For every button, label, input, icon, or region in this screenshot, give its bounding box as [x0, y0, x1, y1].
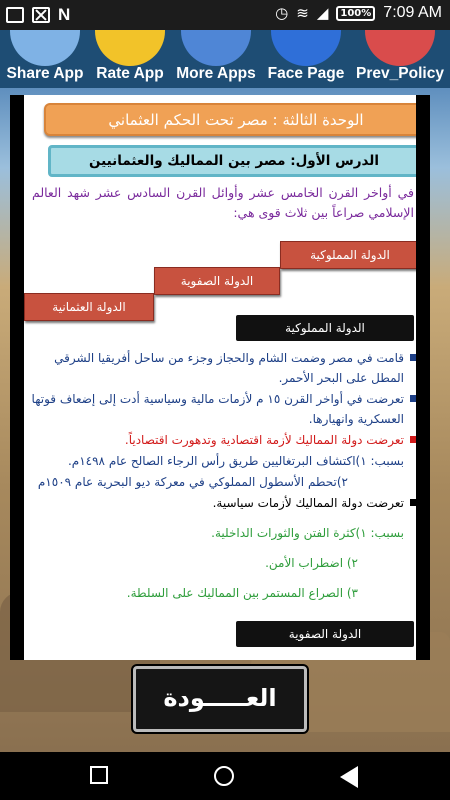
reason-text: ٣) الصراع المستمر بين المماليك على السلطة. [126, 586, 358, 600]
top-app-bar [0, 30, 450, 88]
bullet-icon [410, 436, 417, 443]
signal-icon: ◢ [316, 4, 329, 22]
reason-text: ٢) اضطراب الأمن. [265, 556, 358, 570]
star-rating-icon [95, 30, 165, 66]
mamluk-facts-list [30, 348, 418, 604]
rate-app-button[interactable]: Rate App [90, 30, 170, 88]
square-recents-icon[interactable] [90, 766, 108, 784]
alarm-icon: ◷ [275, 4, 289, 22]
battery-indicator: 100% [336, 6, 375, 21]
system-nav-bar [0, 752, 450, 800]
triangle-back-icon[interactable] [340, 766, 358, 788]
mamluk-state-label: الدولة المملوكية [280, 241, 420, 269]
ottoman-state-label: الدولة العثمانية [24, 293, 154, 321]
list-item: قامت في مصر وضمت الشام والحجاز وجزء من ساحل أفريقيا الشرقي المطل على البحر الأحمر. [30, 348, 418, 388]
list-item: تعرضت في أواخر القرن ١٥ م لأزمات مالية وسياسية أدت إلى إضعاف قوتها العسكرية وانهيارها. [30, 389, 418, 429]
section-label-mamluk: الدولة المملوكية [236, 315, 414, 341]
reason-text: ٢)تحطم الأسطول المملوكي في معركة ديو البحرية عام ١٥٠٩م [37, 475, 348, 489]
section-label-safavid: الدولة الصفوية [236, 621, 414, 647]
list-item: تعرضت دولة المماليك لأزمات سياسية. [30, 493, 418, 513]
more-apps-icon [181, 30, 251, 66]
safavid-state-label: الدولة الصفوية [154, 267, 280, 295]
back-button[interactable]: العـــــودة [133, 666, 307, 732]
share-app-button[interactable]: Share App [0, 30, 90, 88]
reason-text: بسبب: ١)كثرة الفتن والثورات الداخلية. [211, 526, 404, 540]
bullet-icon [410, 499, 417, 506]
unit-title: الوحدة الثالثة : مصر تحت الحكم العثماني [44, 103, 428, 136]
list-item: تعرضت دولة المماليك لأزمة اقتصادية وتدهورت اقتصادياً. [30, 430, 418, 450]
bullet-icon [410, 354, 417, 361]
circle-home-icon[interactable] [214, 766, 234, 786]
reason-text: بسبب: ١)اكتشاف البرتغاليين طريق رأس الرجاء الصالح عام ١٤٩٨م. [67, 454, 404, 468]
lesson-panel[interactable] [10, 95, 430, 660]
blocked-notification-icon [32, 7, 50, 23]
wifi-icon: ≋ [296, 4, 309, 22]
bullet-icon [410, 395, 417, 402]
lesson-title: الدرس الأول: مصر بين المماليك والعثمانيين [48, 145, 420, 177]
more-apps-button[interactable]: More Apps [170, 30, 262, 88]
privacy-policy-button[interactable]: Prev_Policy [350, 30, 450, 88]
facebook-icon [271, 30, 341, 66]
shield-icon [365, 30, 435, 66]
gallery-notification-icon [6, 7, 24, 23]
clock: 7:09 AM [383, 4, 442, 21]
intro-text: في أواخر القرن الخامس عشر وأوائل القرن السادس عشر شهد العالم الإسلامي صراعاً بين ثلاث قوى هي: [32, 185, 414, 220]
status-bar [0, 0, 450, 30]
share-icon [10, 30, 80, 66]
n-notification-icon: N [58, 5, 71, 24]
face-page-button[interactable]: Face Page [262, 30, 350, 88]
